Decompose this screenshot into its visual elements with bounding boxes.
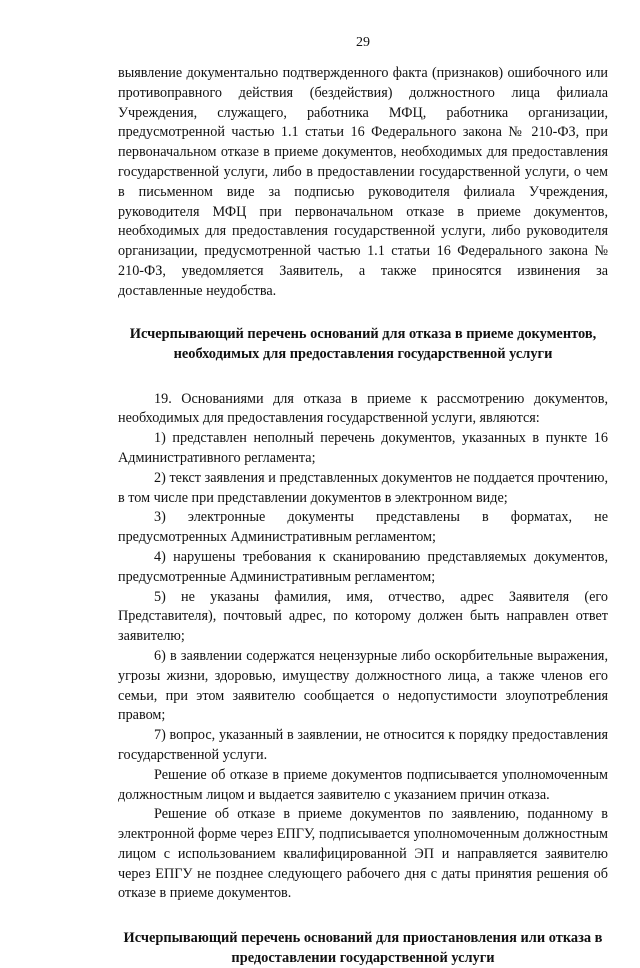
list-item: 5) не указаны фамилия, имя, отчество, адрес Заявителя (его Представителя), почтовый адрес, по которому должен быть направлен ответ заявителю; (118, 588, 608, 645)
list-item: 4) нарушены требования к сканированию представляемых документов, предусмотренные Административным регламентом; (118, 548, 608, 585)
page-number: 29 (356, 35, 370, 50)
list-item: 2) текст заявления и представленных документов не поддается прочтению, в том числе при представлении документов в электронном виде; (118, 469, 608, 506)
section-heading-suspension-refusal: Исчерпывающий перечень оснований для приостановления или отказа в предоставлении государственной услуги (123, 930, 603, 967)
list-item: 6) в заявлении содержатся нецензурные либо оскорбительные выражения, угрозы жизни, здоровью, имуществу должностного лица, а также членов его семьи, при этом заявителю сообщается о недопустимости злоупотребления правом; (118, 647, 608, 724)
list-item: 1) представлен неполный перечень документов, указанных в пункте 16 Административного регламента; (118, 430, 608, 466)
list-item: 3) электронные документы представлены в форматах, не предусмотренных Административным регламентом; (118, 509, 608, 546)
decision-electronic-paragraph: Решение об отказе в приеме документов по заявлению, поданному в электронной форме через ЕПГУ, подписывается уполномоченным должностным лицом с использованием квалифицированной ЭП и направляется заявителю через ЕПГУ не позднее следующего рабочего дня с даты принятия решения об отказе в приеме документов. (118, 806, 608, 902)
intro-paragraph: выявление документально подтвержденного факта (признаков) ошибочного или противоправного действия (бездействия) должностного лица филиала Учреждения, служащего, работника МФЦ, работника организации, предусмотренной частью 1.1 статьи 16 Федерального закона № 210-ФЗ, при первоначальном отказе в приеме документов, необходимых для предоставления государственной услуги, либо в предоставлении государственной услуги, о чем в письменном виде за подписью руководителя филиала Учреждения, руководителя МФЦ при первоначальном отказе в приеме документов, необходимых для предоставления государственной услуги, либо руководителя организации, предусмотренной частью 1.1 статьи 16 Федерального закона № 210-ФЗ, уведомляется Заявитель, а также приносятся извинения за доставленные неудобства. (118, 65, 608, 299)
list-item: 7) вопрос, указанный в заявлении, не относится к порядку предоставления государственной услуги. (118, 727, 608, 763)
section-19-intro: 19. Основаниями для отказа в приеме к рассмотрению документов, необходимых для предоставления государственной услуги, являются: (118, 390, 608, 427)
section-heading-reception-refusal: Исчерпывающий перечень оснований для отказа в приеме документов, необходимых для предоставления государственной услуги (129, 325, 597, 362)
decision-paragraph: Решение об отказе в приеме документов подписывается уполномоченным должностным лицом и выдается заявителю с указанием причин отказа. (118, 766, 608, 803)
